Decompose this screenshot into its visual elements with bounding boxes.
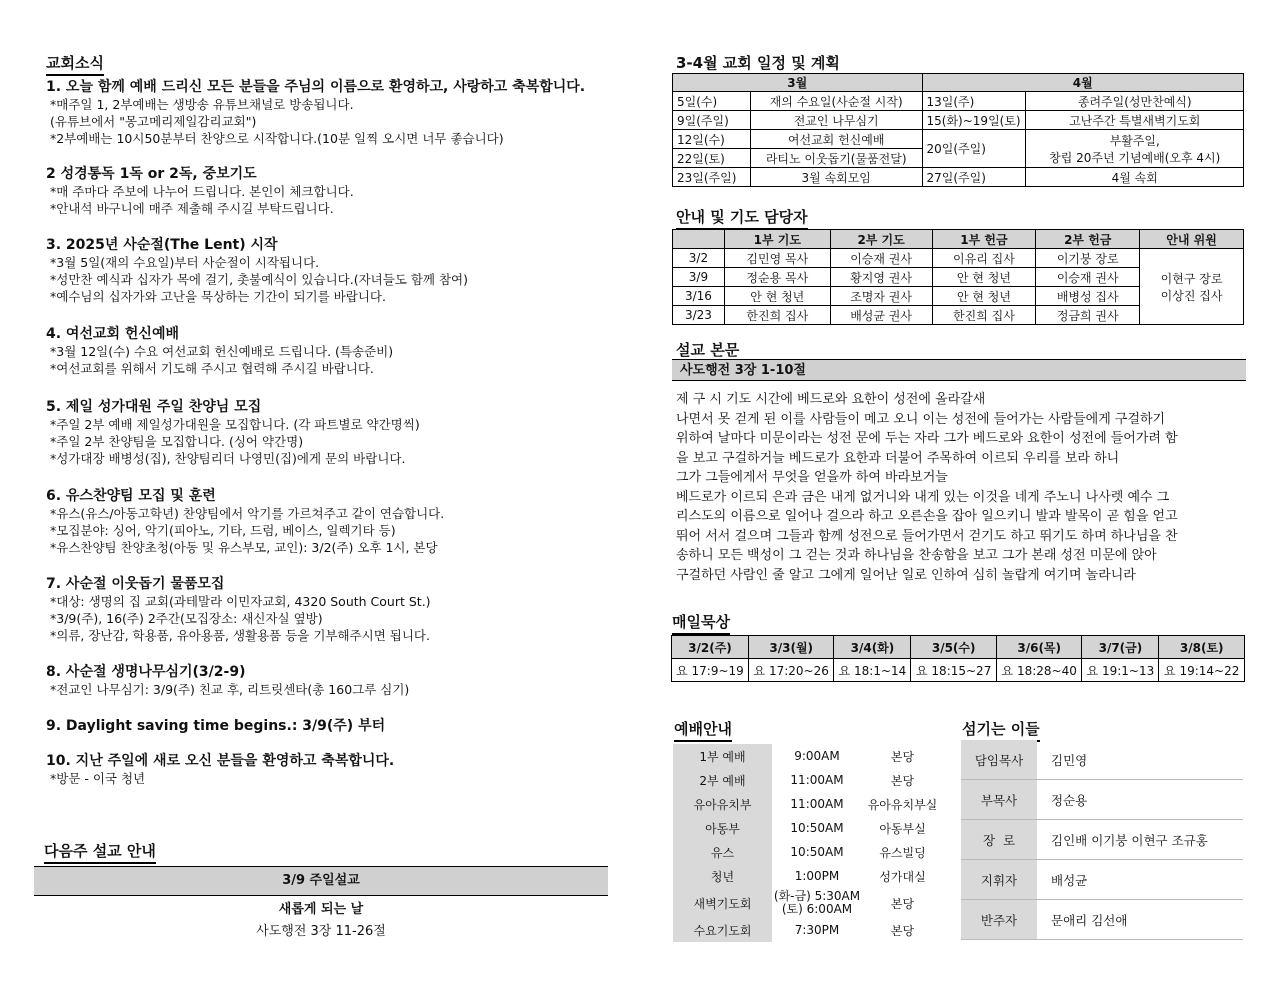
scripture-line: 베드로가 이르되 은과 금은 내게 없거니와 내게 있는 이것을 네게 주노니 나사렛 예수 그 <box>676 489 1170 505</box>
schedule-date: 5일(수) <box>673 92 751 111</box>
news-item-heading: 4. 여선교회 헌신예배 <box>46 326 179 342</box>
servant-row <box>961 780 1243 820</box>
news-item-line: *주일 2부 예배 제일성가대원을 모집합니다. (각 파트별로 약간명씩) <box>50 417 420 432</box>
news-item-line: *성만찬 예식과 십자가 목에 걸기, 촛불예식이 있습니다.(자녀들도 함께 참여) <box>50 272 468 287</box>
servant-role: 장 로 <box>961 820 1037 859</box>
schedule-row <box>673 130 1244 149</box>
worship-place: 유아유치부실 <box>867 797 938 812</box>
duty-row <box>673 249 1244 268</box>
schedule-date: 23일(주일) <box>673 168 751 187</box>
worship-row <box>673 816 943 840</box>
news-item <box>46 575 616 644</box>
news-item-line: *주일 2부 찬양팀을 모집합니다. (싱어 약간명) <box>50 434 304 449</box>
scripture-line: 구걸하던 사람인 줄 알고 그에게 일어난 일로 인하여 심히 놀랍게 여기며 놀라니라 <box>676 567 1136 583</box>
worship-name: 1부 예배 <box>673 744 772 768</box>
schedule-date: 22일(토) <box>673 149 751 168</box>
news-item <box>46 717 616 735</box>
news-item-heading: 3. 2025년 사순절(The Lent) 시작 <box>46 237 278 253</box>
schedule-row <box>673 111 1244 130</box>
qt-day: 3/5(수) <box>911 636 997 659</box>
duty-date: 3/2 <box>673 249 725 268</box>
servant-row <box>961 900 1243 940</box>
worship-time: 11:00AM <box>790 772 844 787</box>
news-item <box>46 165 616 217</box>
duty-cell: 안 현 청년 <box>932 268 1036 287</box>
scripture-line: 뛰어 서서 걸으며 그들과 함께 성전으로 들어가면서 걷기도 하고 뛰기도 하며 하나님을 찬 <box>676 528 1178 544</box>
schedule-date: 13일(주) <box>922 92 1026 111</box>
worship-row <box>673 768 943 792</box>
easter-line-1: 부활주일, <box>1109 133 1160 148</box>
schedule-date: 20일(주일) <box>922 130 1026 168</box>
news-item-heading: 8. 사순절 생명나무심기(3/2-9) <box>46 664 246 680</box>
qt-day: 3/3(월) <box>748 636 834 659</box>
worship-row <box>673 792 943 816</box>
worship-row <box>673 918 943 942</box>
next-sermon-title: 다음주 설교 안내 <box>44 842 156 860</box>
news-item-heading: 6. 유스찬양팀 모집 및 훈련 <box>46 488 216 504</box>
news-item-line: *유스찬양팀 찬양초청(아동 및 유스부모, 교인): 3/2(주) 오후 1시, 본당 <box>50 540 438 555</box>
qt-day: 3/2(주) <box>672 636 749 659</box>
schedule-date: 12일(수) <box>673 130 751 149</box>
qt-day: 3/4(화) <box>834 636 911 659</box>
duty-cell: 이유리 집사 <box>932 249 1036 268</box>
servant-role: 담임목사 <box>961 740 1037 779</box>
schedule-date: 27일(주일) <box>922 168 1026 187</box>
schedule-event: 전교인 나무심기 <box>750 111 922 130</box>
worship-place: 본당 <box>890 896 915 911</box>
news-item-line: *2부예배는 10시50분부터 찬양으로 시작합니다.(10분 일찍 오시면 너무 좋습니다) <box>50 131 504 146</box>
news-item <box>46 752 616 787</box>
news-item-line: *매주일 1, 2부예배는 생방송 유튜브채널로 방송됩니다. <box>50 97 354 112</box>
news-item-heading: 10. 지난 주일에 새로 오신 분들을 환영하고 축복합니다. <box>46 753 395 769</box>
worship-time: 10:50AM <box>790 844 844 859</box>
worship-row <box>673 840 943 864</box>
schedule-event: 고난주간 특별새벽기도회 <box>1026 111 1244 130</box>
news-item-line: *대상: 생명의 집 교회(과테말라 이민자교회, 4320 South Court St.) <box>50 594 431 609</box>
servant-names: 배성균 <box>1051 872 1088 888</box>
news-item <box>46 487 616 556</box>
worship-name: 새벽기도회 <box>673 888 772 918</box>
usher-name: 이현구 장로 <box>1160 271 1223 286</box>
april-header: 4월 <box>922 74 1243 92</box>
duty-cell: 안 현 청년 <box>724 287 830 306</box>
servant-row <box>961 820 1243 860</box>
scripture-line: 송하니 모든 백성이 그 걷는 것과 하나님을 찬송함을 보고 그가 본래 성전 미문에 앉아 <box>676 548 1157 563</box>
worship-place: 본당 <box>890 773 915 788</box>
qt-day: 3/8(토) <box>1159 636 1245 659</box>
news-item-heading: 1. 오늘 함께 예배 드리신 모든 분들을 주님의 이름으로 환영하고, 사랑하고 축복합니다. <box>46 79 586 95</box>
servant-role: 지휘자 <box>961 860 1037 899</box>
scripture-line: 리스도의 이름으로 일어나 걸으라 하고 오른손을 잡아 일으키니 발과 발목이 곧 힘을 얻고 <box>676 509 1178 524</box>
worship-place: 본당 <box>890 923 915 938</box>
news-item <box>46 78 616 147</box>
duty-title: 안내 및 기도 담당자 <box>676 208 808 226</box>
worship-time: 11:00AM <box>790 796 844 811</box>
duty-cell: 황지영 권사 <box>830 268 932 287</box>
schedule-event: 종려주일(성만찬예식) <box>1026 92 1244 111</box>
worship-name: 아동부 <box>673 816 772 840</box>
servant-names: 문애리 김선애 <box>1051 912 1128 928</box>
news-item <box>46 236 616 305</box>
schedule-row <box>673 92 1244 111</box>
duty-cell: 정순용 목사 <box>724 268 830 287</box>
worship-row <box>673 888 943 918</box>
news-item-line: *방문 - 이국 청년 <box>50 771 146 786</box>
servant-row <box>961 860 1243 900</box>
worship-time: 9:00AM <box>794 748 840 763</box>
news-item-line: *3월 12일(수) 수요 여선교회 헌신예배로 드립니다. (특송준비) <box>50 344 394 359</box>
duty-date: 3/16 <box>673 287 725 306</box>
duty-cell: 안 현 청년 <box>932 287 1036 306</box>
next-sermon-title-text: 새롭게 되는 날 <box>278 902 364 917</box>
qt-day: 3/7(금) <box>1082 636 1159 659</box>
duty-header: 안내 위원 <box>1140 230 1244 249</box>
servant-names: 정순용 <box>1051 792 1088 808</box>
qt-reading: 요 18:15~27 <box>911 659 997 682</box>
sermon-section-title: 설교 본문 <box>676 341 740 359</box>
schedule-date: 15(화)~19일(토) <box>922 111 1026 130</box>
worship-time: 7:30PM <box>794 922 840 937</box>
sermon-passage: 사도행전 3장 1-10절 <box>672 359 1246 381</box>
schedule-event: 재의 수요일(사순절 시작) <box>750 92 922 111</box>
worship-name: 유아유치부 <box>673 792 772 816</box>
schedule-event: 4월 속회 <box>1026 168 1244 187</box>
scripture-line: 을 보고 구걸하거늘 베드로가 요한과 더불어 주목하여 이르되 우리를 보라 하니 <box>676 450 1120 466</box>
qt-reading: 요 18:28~40 <box>996 659 1082 682</box>
servant-names: 김인배 이기붕 이현구 조규홍 <box>1051 832 1208 848</box>
news-item-line: *유스(유스/아동고학년) 찬양팀에서 악기를 가르쳐주고 같이 연습합니다. <box>50 506 445 521</box>
duty-cell: 배병성 집사 <box>1036 287 1140 306</box>
qt-reading: 요 17:9~19 <box>672 659 749 682</box>
news-item-line: *성가대장 배병성(집), 찬양팀리더 나영민(집)에게 문의 바랍니다. <box>50 451 406 466</box>
schedule-row <box>673 168 1244 187</box>
daily-qt-table <box>671 635 1245 682</box>
servant-role: 반주자 <box>961 900 1037 939</box>
sermon-scripture <box>676 390 1246 585</box>
worship-place: 유스빌딩 <box>879 845 926 860</box>
worship-place: 아동부실 <box>879 821 926 836</box>
news-item-line: *안내석 바구니에 매주 제출해 주시길 부탁드립니다. <box>50 201 334 216</box>
servants-title: 섬기는 이들 <box>962 720 1040 738</box>
news-item-line: *3월 5일(재의 수요일)부터 사순절이 시작됩니다. <box>50 255 320 270</box>
worship-row <box>673 864 943 888</box>
duty-date: 3/9 <box>673 268 725 287</box>
duty-cell: 이승재 권사 <box>1036 268 1140 287</box>
news-item-heading: 9. Daylight saving time begins.: 3/9(주) 부터 <box>46 718 386 734</box>
duty-cell: 김민영 목사 <box>724 249 830 268</box>
news-item <box>46 398 616 467</box>
duty-header <box>673 230 725 249</box>
news-item-line: *예수님의 십자가와 고난을 묵상하는 기간이 되기를 바랍니다. <box>50 289 386 304</box>
worship-table <box>673 744 943 942</box>
duty-cell: 이승재 권사 <box>830 249 932 268</box>
qt-reading: 요 19:14~22 <box>1159 659 1245 682</box>
news-item-line: *전교인 나무심기: 3/9(주) 친교 후, 리트릿센타(총 160그루 심기) <box>50 682 410 697</box>
duty-cell: 배성균 권사 <box>830 306 932 325</box>
scripture-line: 위하여 날마다 미문이라는 성전 문에 두는 자라 그가 베드로와 요한이 성전에 들어가려 함 <box>676 431 1178 446</box>
news-item-line: *3/9(주), 16(주) 2주간(모집장소: 새신자실 옆방) <box>50 611 323 626</box>
news-item-line: *매 주마다 주보에 나누어 드립니다. 본인이 체크합니다. <box>50 184 354 199</box>
schedule-date: 9일(주일) <box>673 111 751 130</box>
usher-name: 이상진 집사 <box>1160 288 1223 303</box>
duty-header: 1부 헌금 <box>932 230 1036 249</box>
duty-table <box>672 229 1244 325</box>
worship-name: 2부 예배 <box>673 768 772 792</box>
news-item-line: *여선교회를 위해서 기도해 주시고 협력해 주시길 바랍니다. <box>50 361 374 376</box>
duty-header: 2부 기도 <box>830 230 932 249</box>
next-sermon-passage: 사도행전 3장 11-26절 <box>256 924 386 939</box>
duty-cell: 조명자 권사 <box>830 287 932 306</box>
worship-time: (화-금) 5:30AM (토) 6:00AM <box>773 889 861 916</box>
news-item-heading: 5. 제일 성가대원 주일 찬양님 모집 <box>46 399 262 415</box>
schedule-event: 3월 속회모임 <box>750 168 922 187</box>
easter-line-2: 창립 20주년 기념예배(오후 4시) <box>1049 150 1221 165</box>
worship-time: 1:00PM <box>794 868 840 883</box>
worship-place: 성가대실 <box>879 869 926 884</box>
qt-reading: 요 17:20~26 <box>748 659 834 682</box>
qt-reading: 요 18:1~14 <box>834 659 911 682</box>
church-news-title: 교회소식 <box>46 54 104 72</box>
news-item <box>46 325 616 377</box>
duty-header: 2부 헌금 <box>1036 230 1140 249</box>
scripture-line: 그가 그들에게서 무엇을 얻을까 하여 바라보거늘 <box>676 470 948 485</box>
duty-cell: 한진희 집사 <box>724 306 830 325</box>
servants-table <box>961 740 1243 940</box>
daily-qt-title: 매일묵상 <box>672 613 730 631</box>
news-item <box>46 663 616 698</box>
servant-names: 김민영 <box>1051 752 1088 768</box>
duty-cell: 한진희 집사 <box>932 306 1036 325</box>
scripture-line: 나면서 못 걷게 된 이를 사람들이 메고 오니 이는 성전에 들어가는 사람들에게 구걸하기 <box>676 411 1166 427</box>
duty-header: 1부 기도 <box>724 230 830 249</box>
schedule-event: 라티노 이웃돕기(물품전달) <box>750 149 922 168</box>
worship-place: 본당 <box>890 749 915 764</box>
worship-name: 유스 <box>673 840 772 864</box>
worship-row <box>673 744 943 768</box>
qt-reading: 요 19:1~13 <box>1082 659 1159 682</box>
worship-name: 수요기도회 <box>673 918 772 942</box>
servant-row <box>961 740 1243 780</box>
schedule-table <box>672 73 1244 187</box>
news-item-line: *모집분야: 싱어, 악기(피아노, 기타, 드럼, 베이스, 일렉기타 등) <box>50 523 396 538</box>
news-item-line: (유튜브에서 "몽고메리제일감리교회") <box>50 114 257 129</box>
schedule-event: 여선교회 헌신예배 <box>750 130 922 149</box>
duty-cell: 정금희 권사 <box>1036 306 1140 325</box>
scripture-line: 제 구 시 기도 시간에 베드로와 요한이 성전에 올라갈새 <box>676 392 986 407</box>
qt-day: 3/6(목) <box>996 636 1082 659</box>
servant-role: 부목사 <box>961 780 1037 819</box>
news-item-line: *의류, 장난감, 학용품, 유아용품, 생활용품 등을 기부해주시면 됩니다. <box>50 628 430 643</box>
next-sermon-header: 3/9 주일설교 <box>34 866 608 896</box>
worship-time: 10:50AM <box>790 820 844 835</box>
schedule-event <box>1026 130 1244 168</box>
schedule-title: 3-4월 교회 일정 및 계획 <box>676 54 840 72</box>
duty-date: 3/23 <box>673 306 725 325</box>
duty-cell: 이기붕 장로 <box>1036 249 1140 268</box>
worship-title: 예배안내 <box>674 720 732 738</box>
news-item-heading: 7. 사순절 이웃돕기 물품모집 <box>46 576 225 592</box>
news-item-heading: 2 성경통독 1독 or 2독, 중보기도 <box>46 166 257 182</box>
ushers-cell <box>1140 249 1244 325</box>
worship-name: 청년 <box>673 864 772 888</box>
march-header: 3월 <box>673 74 923 92</box>
